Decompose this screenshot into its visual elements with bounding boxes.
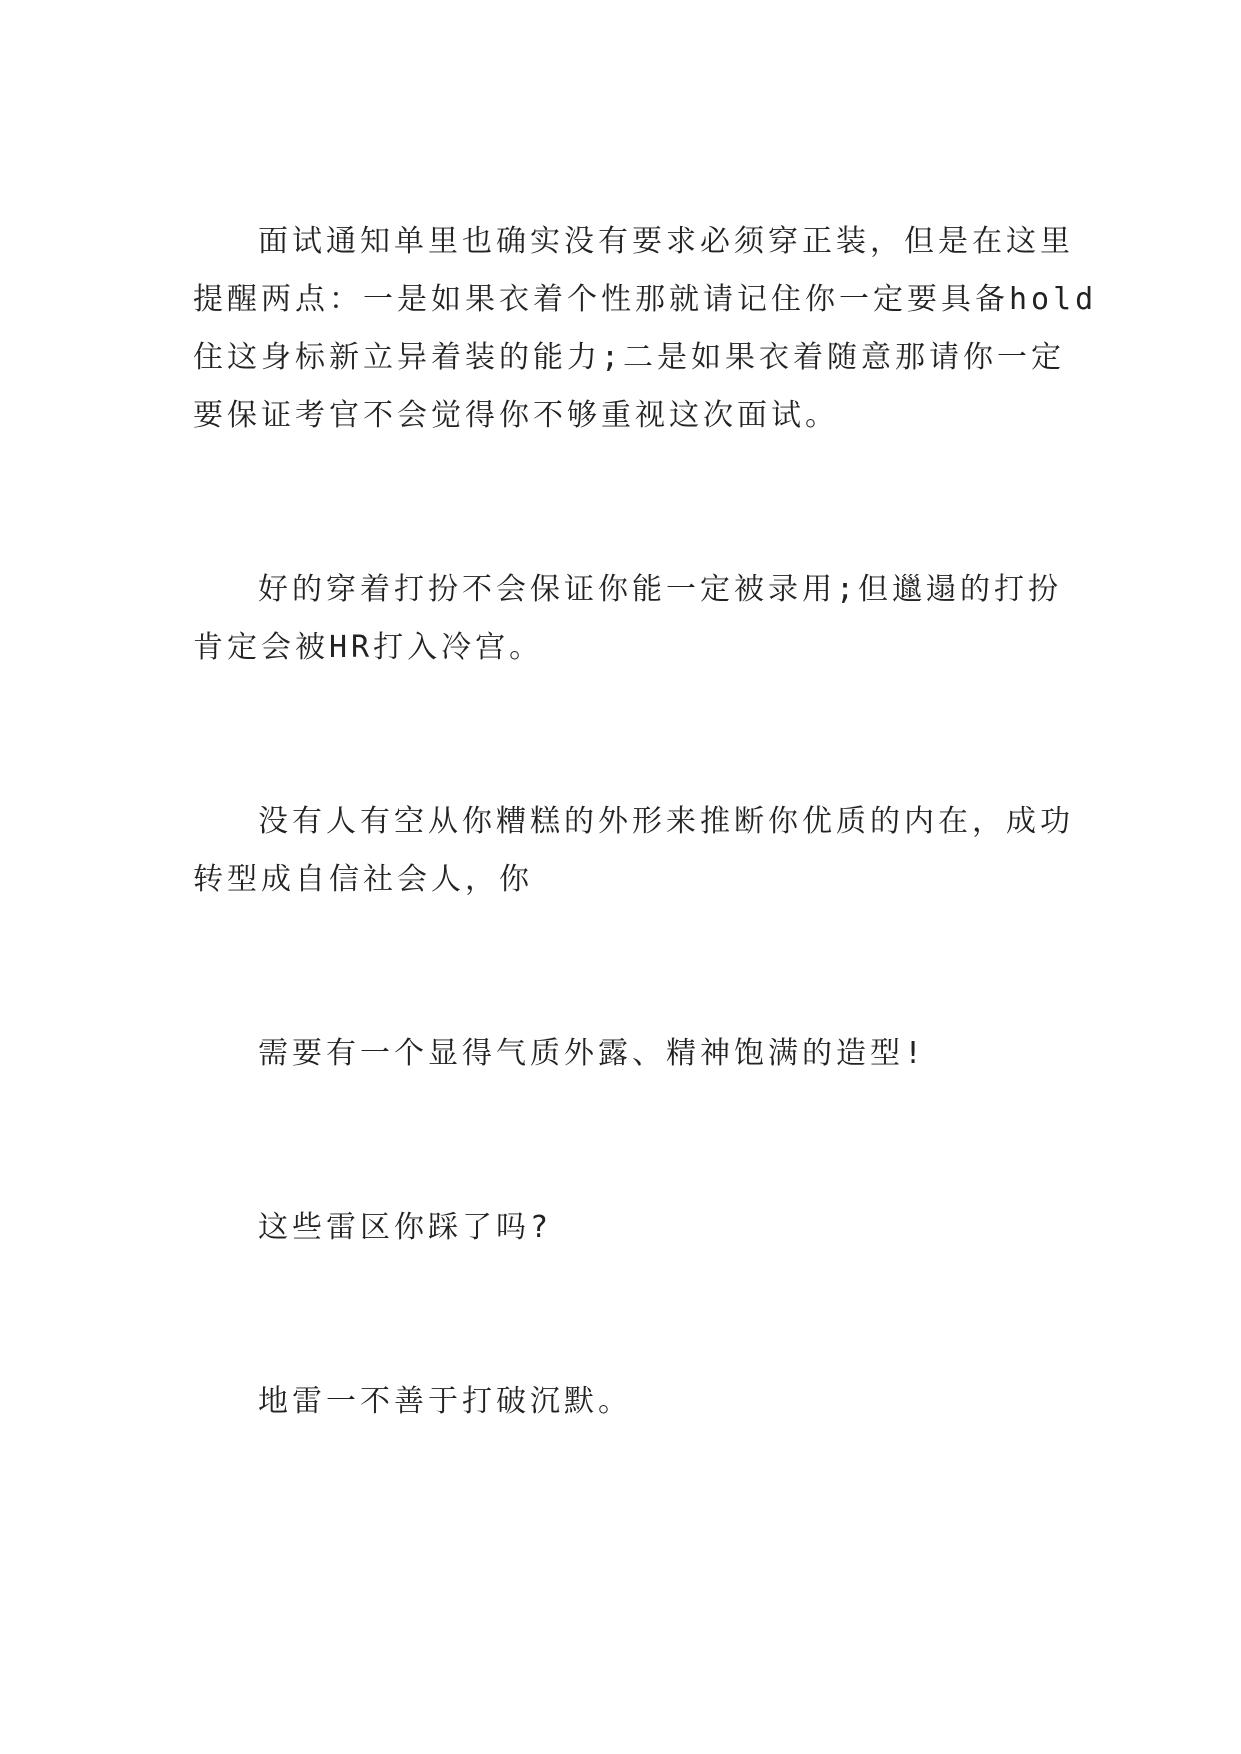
paragraph-line: 提醒两点：一是如果衣着个性那就请记住你一定要具备hold xyxy=(193,282,1098,317)
paragraph-line: 这些雷区你踩了吗? xyxy=(258,1210,553,1245)
paragraph-line: 住这身标新立异着装的能力;二是如果衣着随意那请你一定 xyxy=(193,340,1066,375)
paragraph-line: 需要有一个显得气质外露、精神饱满的造型! xyxy=(258,1036,927,1071)
paragraph-line: 肯定会被HR打入冷宫。 xyxy=(193,630,544,665)
paragraph-line: 好的穿着打扮不会保证你能一定被录用;但邋遢的打扮 xyxy=(258,572,1063,607)
paragraph-line: 没有人有空从你糟糕的外形来推断你优质的内在，成功 xyxy=(258,804,1074,839)
paragraph-line: 面试通知单里也确实没有要求必须穿正装，但是在这里 xyxy=(258,224,1074,259)
paragraph-line: 地雷一不善于打破沉默。 xyxy=(258,1384,632,1419)
paragraph-line: 要保证考官不会觉得你不够重视这次面试。 xyxy=(193,398,839,433)
paragraph-line: 转型成自信社会人，你 xyxy=(193,862,533,897)
